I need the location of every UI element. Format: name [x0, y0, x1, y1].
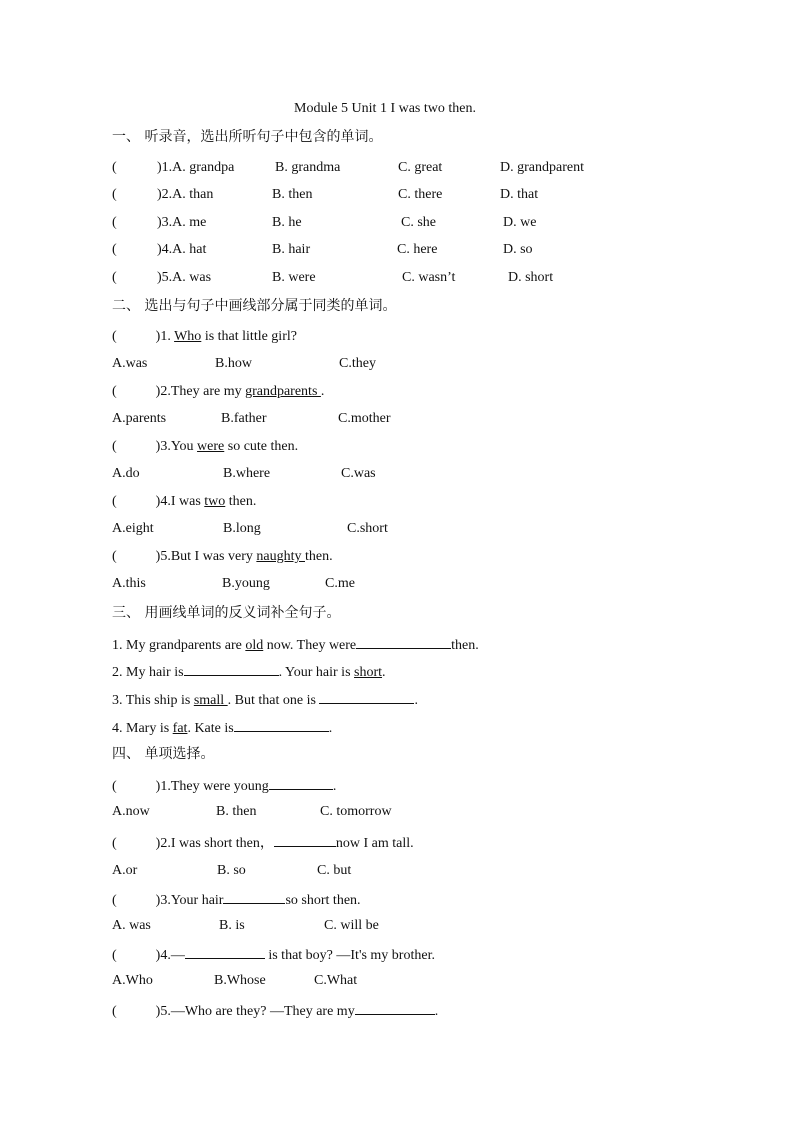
underlined-word: grandparents: [245, 384, 321, 399]
option-a: A.do: [112, 466, 140, 481]
answer-blank[interactable]: [223, 890, 285, 904]
option-d: D. so: [503, 242, 533, 257]
paren: (: [112, 494, 117, 509]
underlined-word: small: [193, 693, 228, 708]
section-4-heading: 四、 单项选择。: [112, 746, 215, 762]
s2-question-4: ( )4.I was two then.: [112, 494, 257, 509]
paren: (: [112, 215, 117, 230]
s4-question-5: ( )5.—Who are they? —They are my .: [112, 1001, 438, 1021]
option-c: C. but: [317, 863, 352, 878]
section-2-heading: 二、 选出与句子中画线部分属于同类的单词。: [112, 298, 397, 314]
paren: (: [112, 187, 117, 202]
paren: (: [112, 160, 117, 175]
s3-line-1: 1. My grandparents are old now. They were then.: [112, 635, 479, 655]
underlined-word: naughty: [256, 549, 305, 564]
paren: (: [112, 439, 117, 454]
option-b: B. then: [216, 804, 257, 819]
option-b: B. he: [272, 215, 302, 230]
answer-blank[interactable]: [319, 690, 414, 704]
option-a: )2.A. than: [157, 187, 214, 202]
option-a: A.was: [112, 356, 148, 371]
option-c: C.What: [314, 973, 358, 988]
underlined-word: were: [197, 439, 225, 454]
option-b: B. hair: [272, 242, 311, 257]
s3-line-2: 2. My hair is . Your hair is short.: [112, 662, 386, 682]
option-a: A.or: [112, 863, 138, 878]
option-c: C.they: [339, 356, 376, 371]
option-d: D. grandparent: [500, 160, 584, 175]
option-a: )3.A. me: [157, 215, 207, 230]
paren: (: [112, 384, 117, 399]
option-b: B. were: [272, 270, 316, 285]
answer-blank[interactable]: [184, 662, 279, 676]
paren: (: [112, 329, 117, 344]
s4-question-2: ( )2.I was short then， now I am tall.: [112, 833, 414, 853]
s3-line-4: 4. Mary is fat. Kate is .: [112, 718, 332, 738]
paren: (: [112, 893, 117, 908]
option-c: C.was: [341, 466, 376, 481]
s2-question-1: ( )1. Who is that little girl?: [112, 329, 297, 344]
option-c: C.mother: [338, 411, 391, 426]
option-c: C. here: [397, 242, 438, 257]
answer-blank[interactable]: [185, 945, 265, 959]
option-a: )4.A. hat: [157, 242, 207, 257]
section-3-heading: 三、 用画线单词的反义词补全句子。: [112, 605, 341, 621]
option-a: A.Who: [112, 973, 153, 988]
option-a: A. was: [112, 918, 151, 933]
page-title: Module 5 Unit 1 I was two then.: [294, 101, 476, 116]
option-a: )1.A. grandpa: [157, 160, 235, 175]
answer-blank[interactable]: [355, 1001, 435, 1015]
option-c: C.short: [347, 521, 388, 536]
option-d: D. we: [503, 215, 537, 230]
option-a: A.now: [112, 804, 150, 819]
option-b: B. grandma: [275, 160, 341, 175]
option-a: A.this: [112, 576, 146, 591]
option-c: C. she: [401, 215, 436, 230]
option-a: )5.A. was: [157, 270, 212, 285]
option-d: D. short: [508, 270, 554, 285]
s4-question-4: ( )4.— is that boy? —It's my brother.: [112, 945, 435, 965]
paren: (: [112, 1004, 117, 1019]
underlined-word: old: [245, 638, 264, 653]
s4-question-1: ( )1.They were young .: [112, 776, 336, 796]
s4-question-3: ( )3.Your hair so short then.: [112, 890, 361, 910]
paren: (: [112, 549, 117, 564]
underlined-word: short: [354, 665, 383, 680]
option-a: A.parents: [112, 411, 167, 426]
option-b: B. then: [272, 187, 313, 202]
answer-blank[interactable]: [274, 833, 336, 847]
answer-blank[interactable]: [269, 776, 333, 790]
paren: (: [112, 836, 117, 851]
option-b: B. so: [217, 863, 246, 878]
option-c: C. there: [398, 187, 443, 202]
s3-line-3: 3. This ship is small . But that one is .: [112, 690, 418, 710]
paren: (: [112, 948, 117, 963]
s2-question-2: ( )2.They are my grandparents .: [112, 384, 325, 399]
paren: (: [112, 242, 117, 257]
section-1-heading: 一、 听录音，选出所听句子中包含的单词。: [112, 129, 383, 145]
option-c: C. great: [398, 160, 443, 175]
underlined-word: fat: [172, 721, 188, 736]
option-b: B.how: [215, 356, 252, 371]
answer-blank[interactable]: [356, 635, 451, 649]
paren: (: [112, 270, 117, 285]
paren: (: [112, 779, 117, 794]
option-c: C.me: [325, 576, 355, 591]
underlined-word: Who: [174, 329, 202, 344]
option-b: B.young: [222, 576, 270, 591]
option-b: B.father: [221, 411, 267, 426]
option-c: C. will be: [324, 918, 379, 933]
option-b: B.where: [223, 466, 271, 481]
option-d: D. that: [500, 187, 539, 202]
option-c: C. wasn’t: [402, 270, 456, 285]
underlined-word: two: [204, 494, 226, 509]
option-b: B.Whose: [214, 973, 266, 988]
option-b: B. is: [219, 918, 245, 933]
s2-question-5: ( )5.But I was very naughty then.: [112, 549, 333, 564]
option-c: C. tomorrow: [320, 804, 392, 819]
option-b: B.long: [223, 521, 261, 536]
option-a: A.eight: [112, 521, 154, 536]
answer-blank[interactable]: [234, 718, 329, 732]
s2-question-3: ( )3.You were so cute then.: [112, 439, 299, 454]
